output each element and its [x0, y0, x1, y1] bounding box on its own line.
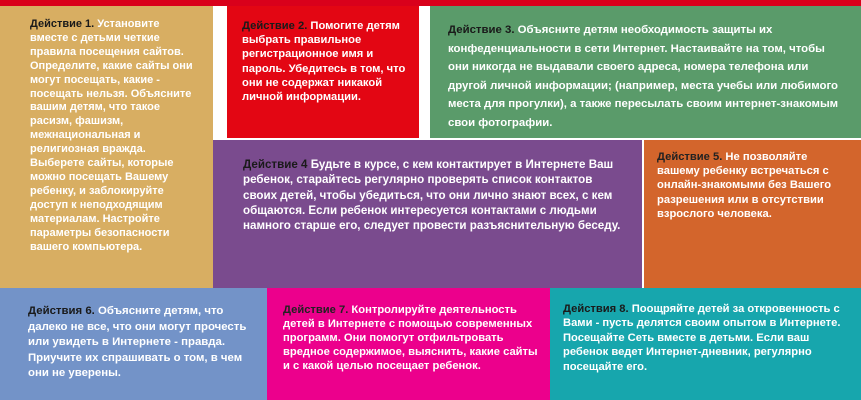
- action-heading: Действие 4: [243, 158, 308, 171]
- action-text: Поощряйте детей за откровенность с Вами - пусть делятся своим опытом в Интернете. Посещайте Сеть вместе в детьми. Если ваш ребенок ведет Интернет-дневник, регулярно посещайте его.: [563, 303, 841, 373]
- action-block-3: [430, 6, 861, 138]
- action-text: Не позволяйте вашему ребенку встречаться с онлайн-знакомыми без Вашего разрешения или в отсутствии взрослого человека.: [657, 151, 832, 220]
- action-heading: Действие 1.: [30, 18, 95, 30]
- action-block-6: [0, 288, 267, 400]
- action-heading: Действие 5.: [657, 151, 723, 163]
- action-heading: Действия 6.: [28, 305, 95, 317]
- action-heading: Действие 3.: [448, 24, 515, 36]
- action-block-7: [267, 288, 550, 400]
- action-text: Контролируйте деятельность детей в Интернете с помощью современных программ. Они помогут отфильтровать вредное содержимое, выяснить, какие сайты и с какой целью посещает ребенок.: [283, 304, 538, 373]
- action-heading: Действие 2.: [242, 20, 308, 32]
- action-block-4: [213, 140, 642, 288]
- action-heading: Действия 8.: [563, 303, 629, 315]
- action-block-8: [550, 288, 861, 400]
- action-text: Объясните детям необходимость защиты их конфеденциальности в сети Интернет. Настаивайте на том, чтобы они никогда не выдавали своего адреса, номера телефона или другой личной информации; (например, места учебы или любимого места для прогулки), а также пересылать своим интернет-знакомым свои фотографии.: [448, 24, 839, 129]
- action-block-1: [0, 6, 213, 288]
- action-text: Объясните детям, что далеко не все, что они могут прочесть или увидеть в Интернете - правда. Приучите их спрашивать о том, в чем они не уверены.: [28, 305, 247, 380]
- action-text: Будьте в курсе, с кем контактирует в Интернете Ваш ребенок, старайтесь регулярно проверять список контактов своих детей, чтобы убедиться, что они лично знают всех, с кем общаются. Если ребенок интересуется контактами с людьми намного старше его, следует провести разъяснительную беседу.: [243, 158, 621, 233]
- action-block-2: [227, 6, 419, 138]
- action-text: Помогите детям выбрать правильное регистрационное имя и пароль. Убедитесь в том, что они не содержат никакой личной информации.: [242, 20, 406, 104]
- action-block-5: [644, 140, 861, 288]
- action-text: Установите вместе с детьми четкие правила посещения сайтов. Определите, какие сайты они могут посещать, какие - посещать нельзя. Объясните вашим детям, что такое расизм, фашизм, межнациональная и религиозная вражда. Выберете сайты, которые можно посещать Вашему ребенку, и заблокируйте доступ к неподходящим материалам. Настройте параметры безопасности вашего компьютера.: [30, 18, 193, 253]
- action-heading: Действие 7.: [283, 304, 349, 316]
